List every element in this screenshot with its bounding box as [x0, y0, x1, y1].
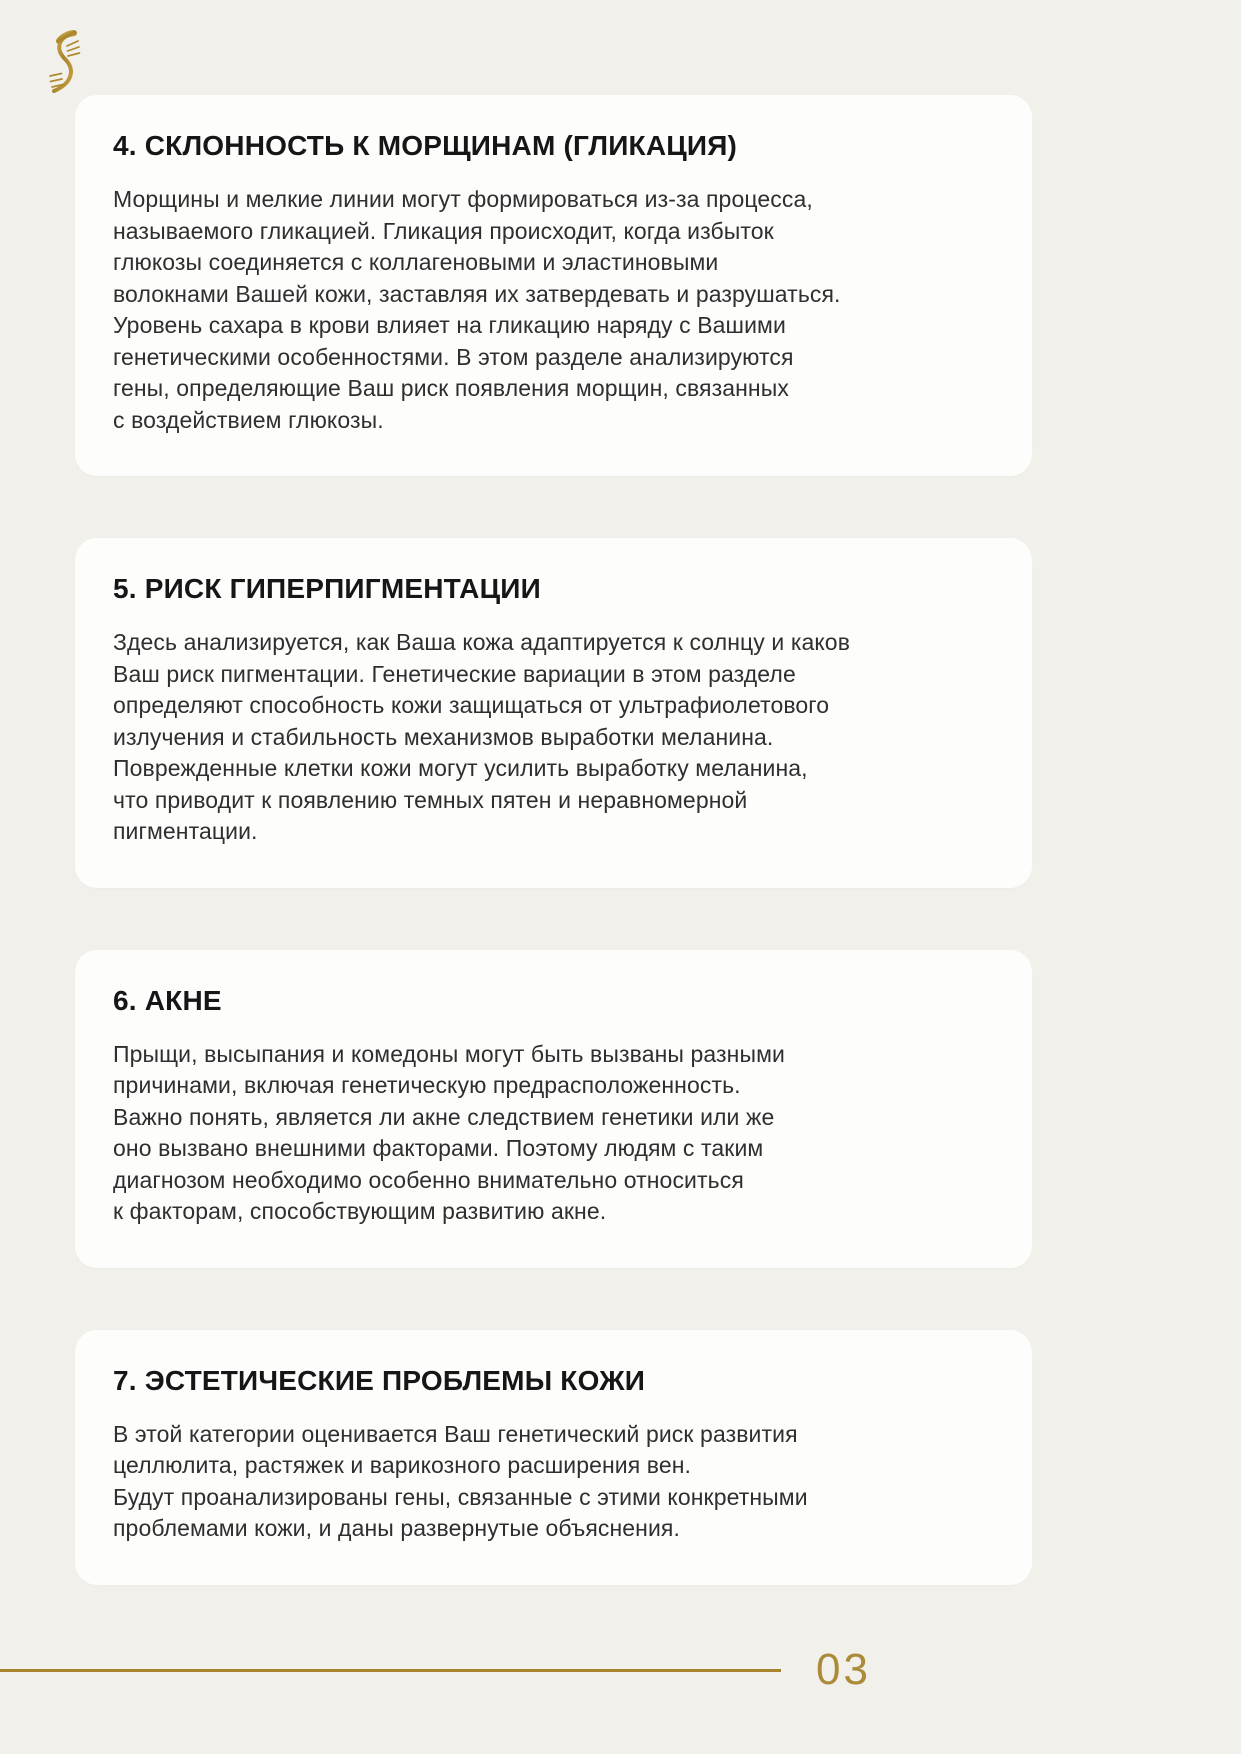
- body-line: Прыщи, высыпания и комедоны могут быть вызваны разными: [113, 1040, 785, 1067]
- body-line: волокнами Вашей кожи, заставляя их затвердевать и разрушаться.: [113, 280, 841, 307]
- section-title: 4. СКЛОННОСТЬ К МОРЩИНАМ (ГЛИКАЦИЯ): [113, 130, 738, 161]
- section-card: [75, 1330, 1032, 1585]
- section-card: [75, 538, 1032, 888]
- body-line: с воздействием глюкозы.: [113, 406, 384, 433]
- body-line: В этой категории оценивается Ваш генетический риск развития: [113, 1420, 798, 1447]
- body-line: Ваш риск пигментации. Генетические вариации в этом разделе: [113, 660, 796, 687]
- body-line: Важно понять, является ли акне следствием генетики или же: [113, 1103, 775, 1130]
- body-line: диагнозом необходимо особенно внимательно относиться: [113, 1166, 744, 1193]
- body-line: Здесь анализируется, как Ваша кожа адаптируется к солнцу и каков: [113, 629, 851, 655]
- page-number: 03: [816, 1645, 871, 1694]
- body-line: определяют способность кожи защищаться от ультрафиолетового: [113, 692, 830, 718]
- body-line: глюкозы соединяется с коллагеновыми и эластиновыми: [113, 249, 719, 275]
- section-body: [113, 627, 994, 848]
- section-body: [113, 184, 994, 436]
- body-line: генетическими особенностями. В этом разделе анализируются: [113, 343, 794, 370]
- body-line: что приводит к появлению темных пятен и неравномерной: [113, 786, 748, 813]
- section-title: 5. РИСК ГИПЕРПИГМЕНТАЦИИ: [113, 573, 541, 604]
- body-line: оно вызвано внешними факторами. Поэтому людям с таким: [113, 1135, 764, 1161]
- body-line: к факторам, способствующим развитию акне.: [113, 1198, 607, 1224]
- section-card: [75, 950, 1032, 1268]
- body-line: Поврежденные клетки кожи могут усилить выработку меланина,: [113, 755, 808, 781]
- section-body: [113, 1419, 994, 1545]
- footer-divider: [0, 1669, 781, 1672]
- body-line: Уровень сахара в крови влияет на гликацию наряду с Вашими: [113, 312, 786, 338]
- body-line: целлюлита, растяжек и варикозного расширения вен.: [113, 1452, 692, 1478]
- body-line: проблемами кожи, и даны развернутые объяснения.: [113, 1515, 680, 1541]
- body-line: причинами, включая генетическую предрасположенность.: [113, 1072, 741, 1098]
- section-title: 6. АКНЕ: [113, 984, 222, 1016]
- body-line: Будут проанализированы гены, связанные с этими конкретными: [113, 1483, 808, 1510]
- sections-container: [75, 95, 1032, 1647]
- section-title: 7. ЭСТЕТИЧЕСКИЕ ПРОБЛЕМЫ КОЖИ: [113, 1364, 646, 1396]
- body-line: пигментации.: [113, 818, 258, 844]
- section-body: [113, 1039, 994, 1228]
- body-line: называемого гликацией. Гликация происходит, когда избыток: [113, 217, 774, 244]
- dna-helix-icon: [46, 30, 84, 98]
- body-line: гены, определяющие Ваш риск появления морщин, связанных: [113, 375, 789, 401]
- body-line: Морщины и мелкие линии могут формироваться из-за процесса,: [113, 186, 813, 212]
- section-card: [75, 95, 1032, 476]
- brand-logo: [46, 30, 84, 98]
- body-line: излучения и стабильность механизмов выработки меланина.: [113, 723, 774, 750]
